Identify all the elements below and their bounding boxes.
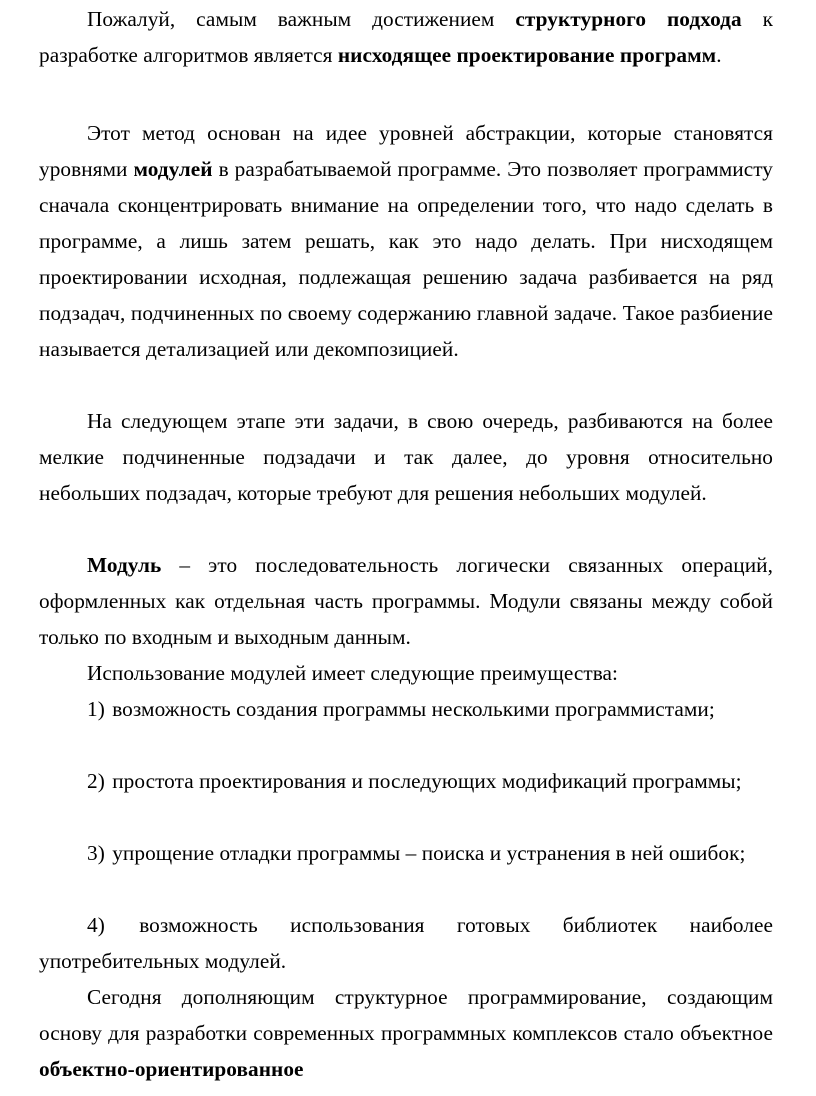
term-structured-approach: структурного подхода — [515, 7, 742, 31]
paragraph-module-definition — [39, 547, 773, 655]
text: Этот метод основан на идее уровней абстракции, которые становятся уровнями — [39, 121, 773, 181]
list-item-text: возможность использования готовых библиотек наиболее употребительных модулей. — [39, 913, 774, 973]
term-modules: модулей — [133, 157, 213, 181]
term-top-down-design: нисходящее проектирование программ — [337, 43, 717, 67]
list-item — [39, 835, 773, 871]
list-item-number: 2) — [87, 769, 105, 793]
list-item — [39, 691, 773, 727]
text: в разрабатываемой программе. Это позволяет программисту сначала сконцентрировать внимание на определении того, что надо сделать в программе, а лишь затем решать, как это надо делать. При нисходящем проектировании исходная, подлежащая решению задача разбивается на ряд подзадач, подчиненных по своему содержанию главной задаче. Такое разбиение называется детализацией или декомпозицией. — [39, 157, 773, 361]
paragraph-abstraction-levels — [39, 115, 773, 367]
text: к разработке алгоритмов является — [39, 7, 774, 67]
list-item-text: возможность создания программы несколькими программистами; — [112, 697, 715, 721]
paragraph-oop — [39, 979, 773, 1087]
paragraph-advantages-intro — [39, 655, 773, 691]
text: Пожалуй, самым важным достижением — [87, 7, 516, 31]
list-item — [39, 763, 773, 799]
term-object-oriented: объектно-ориентированное — [39, 1057, 304, 1081]
document-page — [39, 0, 773, 1096]
text: На следующем этапе эти задачи, в свою очередь, разбиваются на более мелкие подчиненные подзадачи и так далее, до уровня относительно небольших подзадач, которые требуют для решения небольших модулей. — [39, 409, 773, 505]
list-item-text: упрощение отладки программы – поиска и устранения в ней ошибок; — [112, 841, 746, 865]
list-item-number: 4) — [87, 913, 105, 937]
text: Использование модулей имеет следующие преимущества: — [87, 661, 619, 685]
list-item-number: 1) — [87, 697, 105, 721]
paragraph-structured-approach — [39, 1, 773, 73]
text: Сегодня дополняющим структурное программирование, создающим основу для разработки современных программных комплексов стало объектное — [39, 985, 773, 1045]
text: – это последовательность логически связанных операций, оформленных как отдельная часть программы. Модули связаны между собой только по входным и выходным данным. — [39, 553, 773, 649]
text: . — [716, 43, 722, 67]
paragraph-next-stage — [39, 403, 773, 511]
list-item-text: простота проектирования и последующих модификаций программы; — [112, 769, 742, 793]
list-item — [39, 907, 773, 979]
term-module: Модуль — [87, 553, 162, 577]
list-item-number: 3) — [87, 841, 105, 865]
